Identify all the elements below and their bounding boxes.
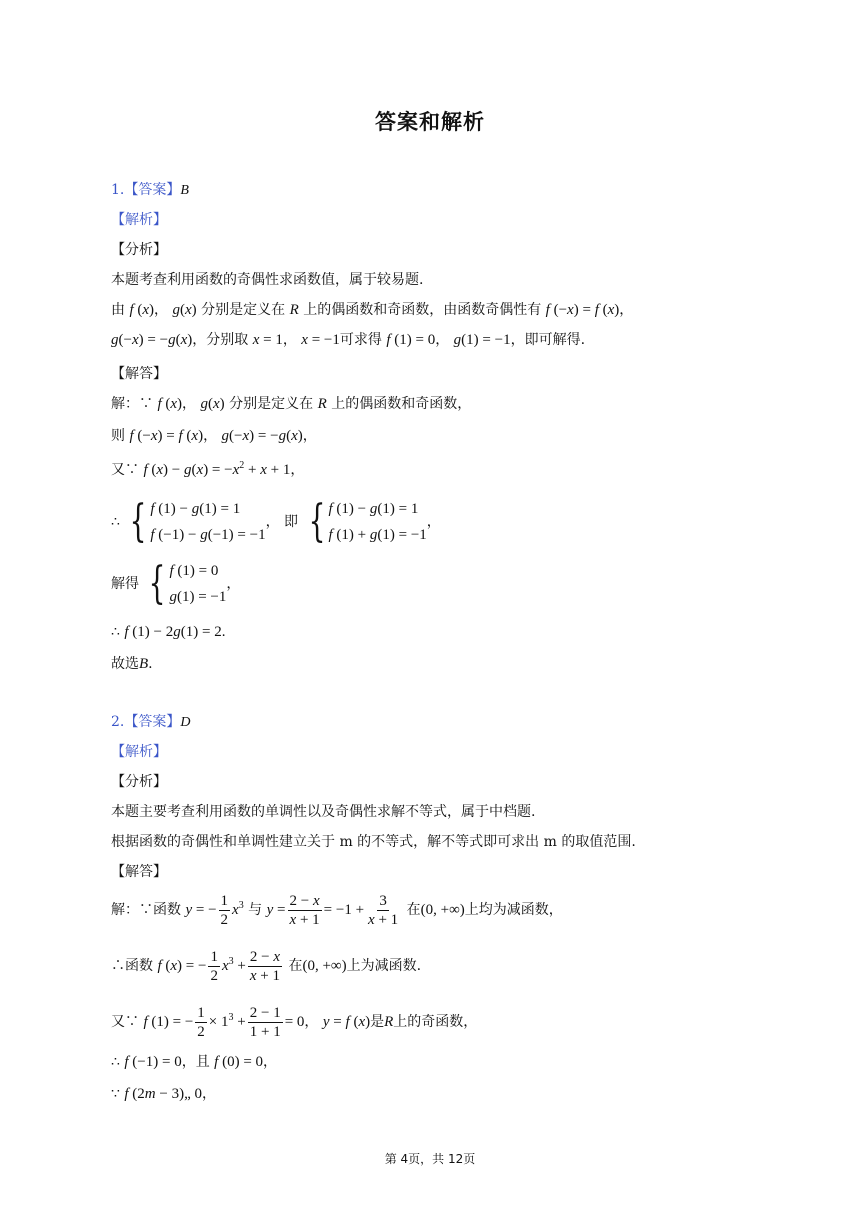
q2-sol-line2: ∴函数 f (x) = − $\frac{1}{2}$ $x^3$ + $\frac{2 - x}{x + 1}$ 在(0, +∞)上为减函数.	[111, 948, 422, 984]
q1-fenxi-tag: 【分析】	[111, 242, 167, 258]
q1-sol-line3: 又∵ f $(x) - g(x) = -x^2 + x + 1$，	[111, 460, 305, 478]
text: ∴	[111, 624, 120, 640]
q1-intro: 本题考查利用函数的奇偶性求函数值，属于较易题.	[111, 272, 424, 288]
text: 与	[248, 902, 263, 918]
q1-sol-line1: 解：∵ f (x)， g(x) 分别是定义在 R 上的偶函数和奇函数，	[111, 396, 472, 412]
q2-fenxi-tag: 【分析】	[111, 774, 167, 790]
q2-sol-line1: 解：∵函数 y = − $\frac{1}{2}$ $x^3$ 与 y = $\frac{2 - x}{x + 1}$ = −1 + $\frac{3}{x + 1}$ 在(0, +∞)上均为减函数，	[111, 892, 563, 928]
text: 上为减函数.	[346, 958, 422, 974]
q2-answer-tag: 【答案】	[124, 714, 181, 730]
q1-sol-line6: ∴ f (1) − 2g(1) = 2.	[111, 624, 226, 640]
text: 分别是定义在	[229, 396, 314, 412]
q2-number: 2.	[111, 714, 125, 730]
text: ∴函数	[111, 958, 153, 974]
equation-system: { f (1) − g(1) = 1 f (−1) − g(−1) = −1	[129, 496, 266, 547]
q1-answer-line	[111, 180, 189, 201]
q1-jieda-tag: 【解答】	[111, 366, 167, 382]
text: 解得	[111, 576, 139, 592]
q1-analysis-line3: g(−x) = −g(x)，分别取 x = 1， x = −1可求得 f (1) = 0， g(1) = −1，即可解得.	[111, 332, 586, 348]
q1-analysis-line2: 由 f (x)， g(x) 分别是定义在 R 上的偶函数和奇函数，由函数奇偶性有 f (−x) = f (x)，	[111, 302, 634, 318]
text: ，且	[181, 1054, 210, 1070]
text: 由	[111, 302, 125, 318]
text: 在	[406, 902, 421, 918]
q2-analysis-tag: 【解析】	[111, 744, 167, 760]
text: ∵	[111, 1086, 120, 1102]
text: 又∵	[111, 462, 139, 478]
q2-sol-line3: 又∵ f (1) = − $\frac{1}{2}$ × $1^3$ + $\frac{2 - 1}{1 + 1}$ = 0， y = f (x)是R上的奇函数，	[111, 1004, 478, 1040]
q2-sol-line4: ∴ f (−1) = 0，且 f (0) = 0，	[111, 1054, 278, 1070]
page-footer: 第 4页，共 12页	[384, 1152, 476, 1166]
q1-sol-line4: ∴ { f (1) − g(1) = 1 f (−1) − g(−1) = −1 ， 即 { f (1) − g(1) = 1 f (1) + g(1) = −1 ，	[111, 496, 441, 547]
text: ，即可解得.	[510, 332, 586, 348]
text: 则	[111, 428, 125, 444]
equation-system: { f (1) − g(1) = 1 f (1) + g(1) = −1	[308, 496, 427, 547]
text: 分别是定义在	[201, 302, 286, 318]
q2-intro: 本题主要考查利用函数的单调性以及奇偶性求解不等式，属于中档题.	[111, 804, 536, 820]
q1-answer-value: B	[180, 183, 189, 198]
text: 故选	[111, 656, 139, 672]
text: 上均为减函数，	[464, 902, 563, 918]
equation-system: { f (1) = 0 g(1) = −1	[149, 558, 227, 609]
q1-sol-line5: 解得 { f (1) = 0 g(1) = −1 ，	[111, 558, 241, 609]
text: 又∵	[111, 1014, 139, 1030]
q2-answer-line	[111, 712, 190, 733]
text: ，分别取	[192, 332, 249, 348]
text: 可求得	[339, 332, 382, 348]
q1-sol-line2: 则 f (−x) = f (x)， g(−x) = −g(x)，	[111, 428, 317, 444]
q1-sol-line7: 故选B.	[111, 656, 153, 672]
q1-number: 1.	[111, 182, 125, 198]
text: ∴	[111, 514, 120, 530]
text: 解：∵	[111, 396, 153, 412]
page-title: 答案和解析	[375, 110, 485, 134]
q1-answer-tag: 【答案】	[124, 182, 181, 198]
text: 即	[284, 514, 299, 530]
text: 上的偶函数和奇函数，	[331, 396, 472, 412]
text: 是	[370, 1014, 385, 1030]
q1-analysis-tag: 【解析】	[111, 212, 167, 228]
q2-sol-line5: ∵ f (2m − 3)„ 0，	[111, 1086, 217, 1102]
q2-answer-value: D	[180, 715, 191, 730]
text: 上的奇函数，	[393, 1014, 478, 1030]
q2-jieda-tag: 【解答】	[111, 864, 167, 880]
text: ∴	[111, 1054, 120, 1070]
text: 在	[288, 958, 303, 974]
text: 上的偶函数和奇函数，由函数奇偶性有	[303, 302, 542, 318]
text: 解：∵函数	[111, 902, 181, 918]
q2-analysis-line2: 根据函数的奇偶性和单调性建立关于 m 的不等式，解不等式即可求出 m 的取值范围.	[111, 834, 636, 850]
